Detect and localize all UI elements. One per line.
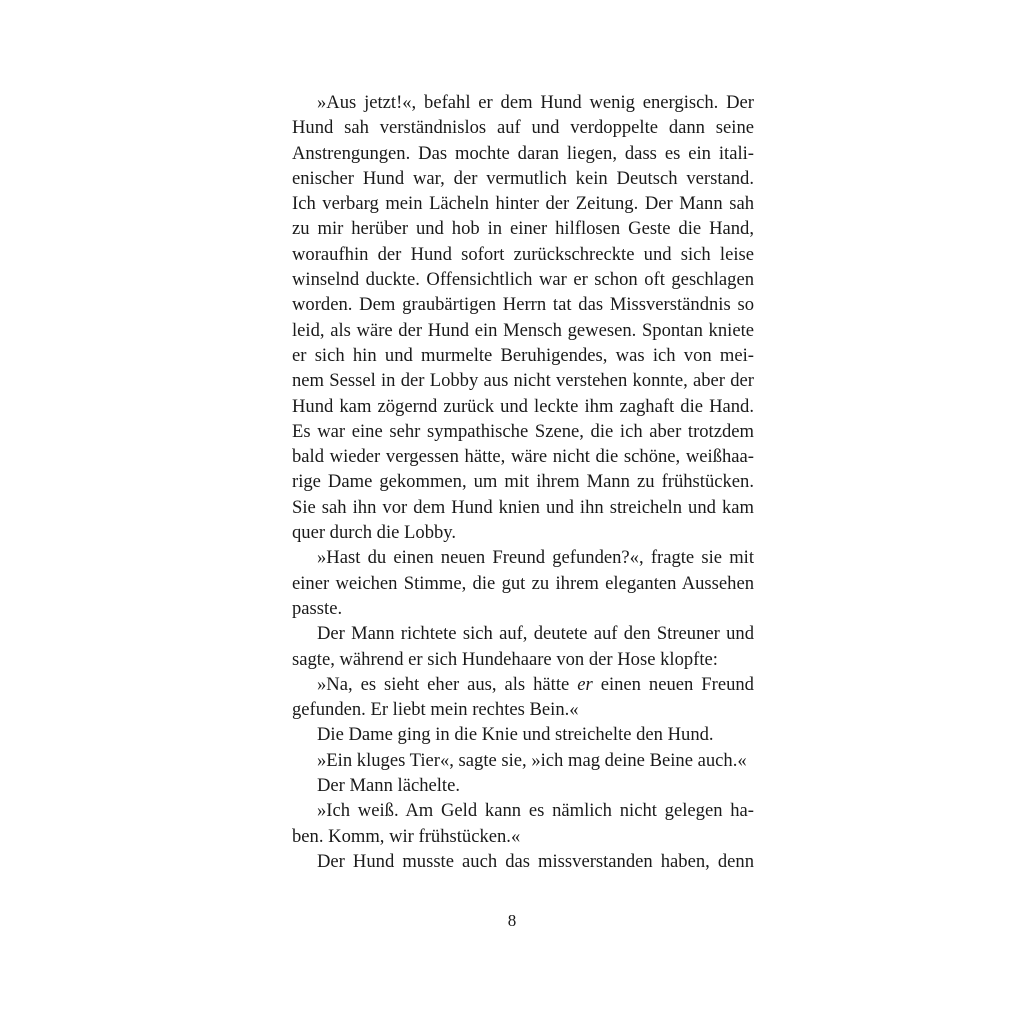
page-number: 8: [507, 911, 517, 930]
text-line: enischer Hund war, der vermutlich kein Deutsch verstand.: [292, 167, 754, 189]
text-line: »Ein kluges Tier«, sagte sie, »ich mag deine Beine auch.«: [317, 749, 747, 771]
text-line: Die Dame ging in die Knie und streichelte den Hund.: [317, 724, 714, 746]
text-line: »Ich weiß. Am Geld kann es nämlich nicht gelegen ha-: [317, 800, 754, 822]
text-line: Hund kam zögernd zurück und leckte ihm zaghaft die Hand.: [292, 395, 754, 417]
text-line: Sie sah ihn vor dem Hund knien und ihn streicheln und kam: [292, 496, 754, 518]
text-line: winselnd duckte. Offensichtlich war er schon oft geschlagen: [292, 269, 754, 291]
text-line: quer durch die Lobby.: [292, 522, 457, 544]
text-line: einer weichen Stimme, die gut zu ihrem eleganten Aussehen: [292, 572, 754, 594]
text-segment: einen neuen Freund: [592, 673, 754, 695]
text-segment: »Na, es sieht eher aus, als hätte: [317, 673, 578, 695]
text-line: ben. Komm, wir frühstücken.«: [292, 825, 521, 847]
text-line: gefunden. Er liebt mein rechtes Bein.«: [292, 699, 579, 721]
text-line: Hund sah verständnislos auf und verdoppelte dann seine: [292, 117, 754, 139]
text-line: Der Mann lächelte.: [317, 775, 461, 797]
text-line: Anstrengungen. Das mochte daran liegen, dass es ein itali-: [292, 142, 754, 164]
text-line: Der Hund musste auch das missverstanden haben, denn: [317, 850, 754, 872]
text-line: zu mir herüber und hob in einer hilflosen Geste die Hand,: [292, 218, 754, 240]
emphasized-word: er: [577, 673, 593, 695]
text-line: Der Mann richtete sich auf, deutete auf den Streuner und: [317, 623, 754, 645]
text-line: worden. Dem graubärtigen Herrn tat das Missverständnis so: [292, 294, 754, 316]
body-text: [292, 90, 754, 874]
text-line: sagte, während er sich Hundehaare von der Hose klopfte:: [292, 648, 718, 670]
text-line: passte.: [292, 597, 343, 619]
text-line: er sich hin und murmelte Beruhigendes, was ich von mei-: [292, 344, 754, 366]
text-line: Es war eine sehr sympathische Szene, die ich aber trotzdem: [292, 420, 754, 442]
text-line: »Aus jetzt!«, befahl er dem Hund wenig energisch. Der: [317, 92, 754, 113]
text-line: bald wieder vergessen hätte, wäre nicht die schöne, weißhaa-: [292, 446, 754, 468]
text-line: woraufhin der Hund sofort zurückschreckte und sich leise: [292, 243, 754, 265]
text-line: rige Dame gekommen, um mit ihrem Mann zu frühstücken.: [292, 471, 754, 493]
text-line: leid, als wäre der Hund ein Mensch gewesen. Spontan kniete: [292, 319, 754, 341]
text-line: [292, 672, 754, 697]
text-line: »Hast du einen neuen Freund gefunden?«, fragte sie mit: [317, 547, 754, 569]
text-line: Ich verbarg mein Lächeln hinter der Zeitung. Der Mann sah: [292, 193, 754, 215]
text-line: nem Sessel in der Lobby aus nicht verstehen konnte, aber der: [292, 370, 754, 392]
